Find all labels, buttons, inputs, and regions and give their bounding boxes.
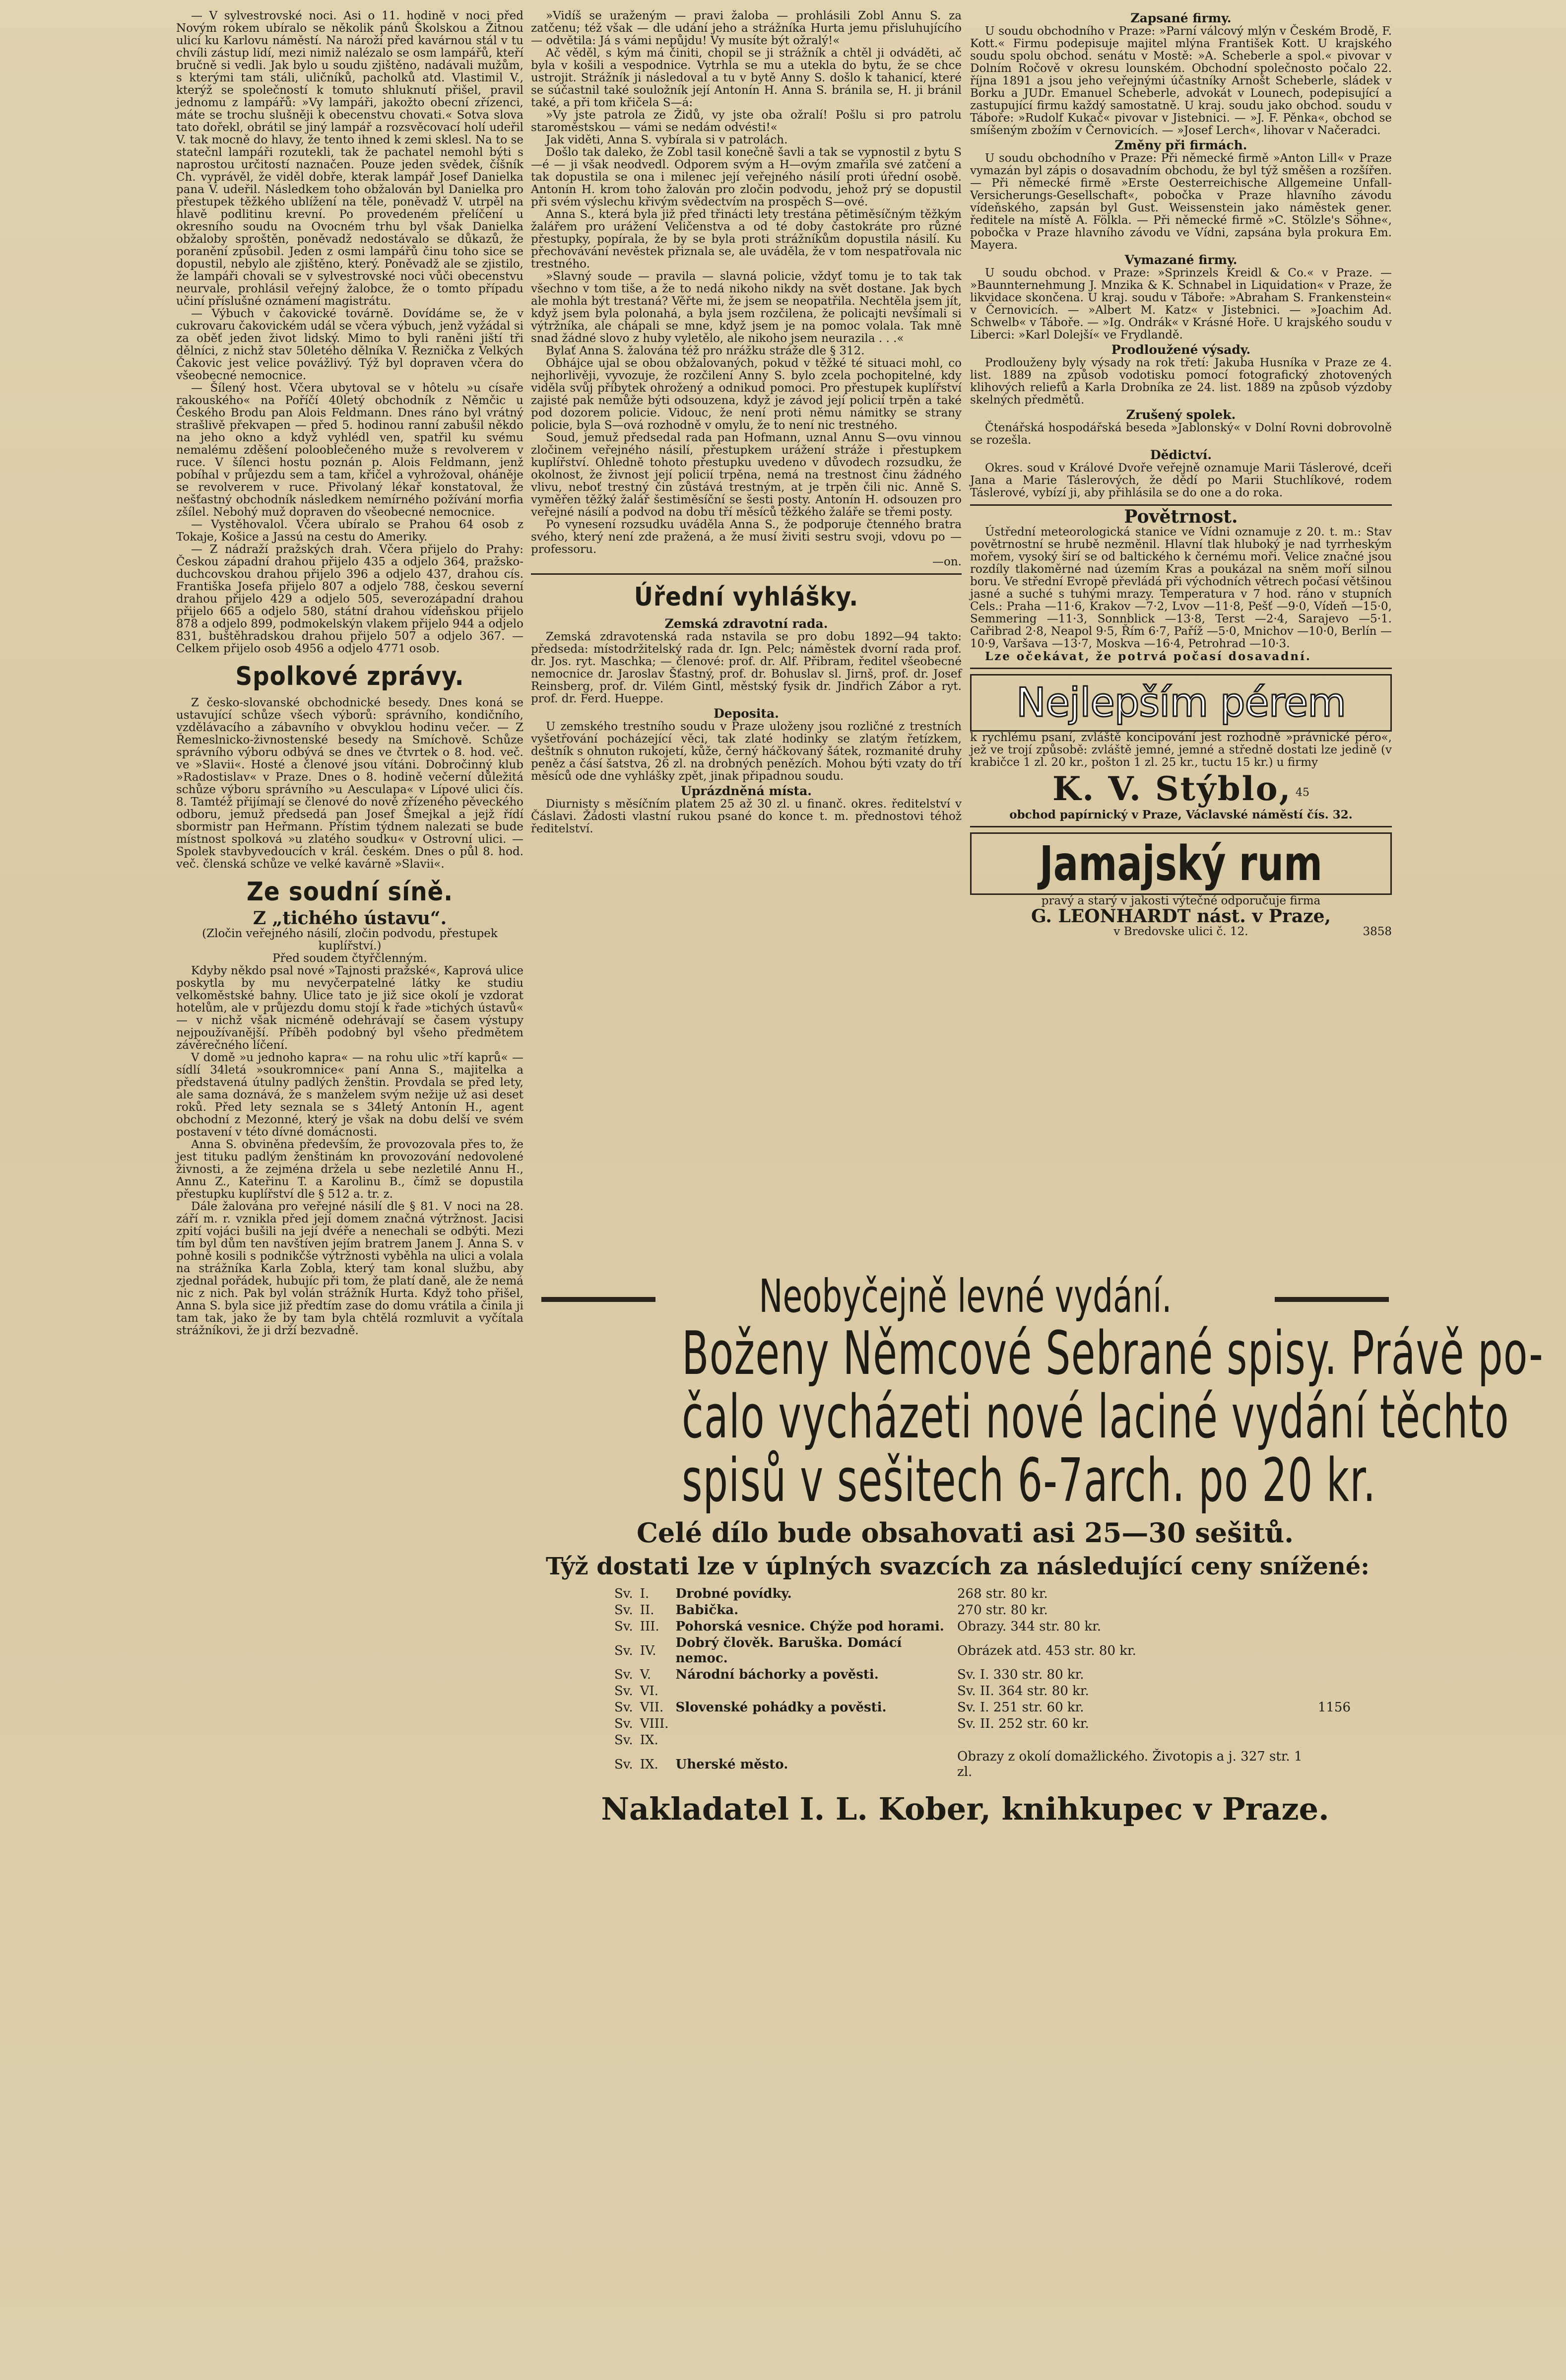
- book-ad-line2: Celé dílo bude obsahovati asi 25—30 sešitů.: [636, 1517, 1294, 1549]
- article: »Slavný soude — pravila — slavná policie, vždyť tomu je to tak tak všechno v tom tiše, a že to nedá nikoho nikdy na svět dostane. Jak bych ale mohla být trestaná? Věřte mi, že jsem se neopatřila. Nechtěla jsem jít, když jsem byla polonahá, a byla jsem rozčilena, že policajti nevšímali si výtržníka, ale chápali se mne, když jsem je na pomoc volala. Tak mně snad žádné slovo z huby vyletělo, ale nikoho jsem neurazila . . .«: [531, 270, 962, 345]
- book-ad-headline-row: [536, 1271, 1394, 1322]
- section-title: Prodloužené výsady.: [1111, 342, 1251, 357]
- article: V domě »u jednoho kapra« — na rohu ulic »tří kaprů« — sídlí 34letá »soukromnice« paní Anna S., majitelka a představená útulny padlých ženštin. Provdala se před lety, ale sama doznává, že s manželem svým nežije už asi deset roků. Před lety seznala se s 34letý Antonín H., agent obchodní z Mezonné, který je však na dobu delší ve svém postavení v této dívné domácnosti.: [176, 1051, 523, 1139]
- section-title: Zapsané firmy.: [1130, 11, 1232, 25]
- section-title: Dědictví.: [1150, 448, 1212, 462]
- article: Z česko-slovanské obchodnické besedy. Dnes koná se ustavující schůze všech výborů: správního, kondičního, vzdělávacího a zábavního v obvyklou hodinu večer. — Z Řemeslnicko-živnostenské besedy na Smíchově. Schůze správního výboru odbývá se dnes ve čtvrtek o 8. hod. več. ve »Slavii«. Hosté a členové jsou vítáni. Dobročinný klub »Radostislav« v Praze. Dnes o 8. hodině večerní důležitá schůze výboru správního »u Aesculapa« v Lípové ulici čís. 8. Tamtéž přijímají se členové do nově zřízeného pěveckého odboru, jemuž předsedá pan Josef Šmejkal a jejž řídí sbormistr pan Heřmann. Přístim týdnem nalezati se bude místnost spolková »u zlatého soudku« v Ostrovní ulici. — Spolek stavbyvedoucích v král. českém. Dnes o půl 8. hod. več. členská schůze ve velké kavárně »Slavii«.: [176, 696, 523, 871]
- article: Došlo tak daleko, že Zobl tasil konečně šavli a tak se vypnostil z bytu S—é — ji však neodvedl. Odporem svým a H—ovým zmařila své zatčení a tak dopustila se ona i milenec její veřejného násilí proti úřední osobě. Antonín H. krom toho žalován pro zločin podvodu, jehož prý se dopustil při svém výslechu křivým svědectvím na prospěch S—ové.: [531, 146, 962, 208]
- pen-ad-brand: K. V. Stýblo,: [1052, 769, 1292, 808]
- table-row: Sv. III. Pohorská vesnice. Chýže pod horami. Obrazy. 344 str. 80 kr.: [614, 1619, 1102, 1634]
- table-row: Sv. I. Drobné povídky. 268 str. 80 kr.: [614, 1586, 1048, 1601]
- divider: [970, 504, 1392, 506]
- story-title: Z „tichého ústavu“.: [253, 908, 447, 929]
- notice-title: Deposita.: [714, 706, 779, 721]
- rum-ad-address-row: [970, 926, 1392, 938]
- section-heading: Úřední vyhlášky.: [634, 582, 859, 612]
- book-ad-headline: Neobyčejně levné vydání.: [758, 1270, 1172, 1323]
- article: Anna S. obviněna především, že provozovala přes to, že jest tituku padlým ženštinám kn provozování nedovolené živnosti, a že zejména držela u sebe nezletilé Annu H., Annu Z., Kateřinu T. a Karolinu B., čímž se dopustila přestupku kuplířství dle § 512 a. tr. z.: [176, 1138, 523, 1201]
- article: — V sylvestrovské noci. Asi o 11. hodině v noci před Novým rokem ubíralo se několik pánů Školskou a Žitnou ulicí ku Karlovu náměstí. Na nároží před kavárnou stál v tu chvíli zástup lidí, mezi nimiž nalézalo se osm lampářů, kteří bručně si vedli. Jak bylo u soudu zjištěno, nadávali mužům, s kterými tam stáli, uličníků, pacholků atd. Vlastimil V., kterýž se společností k tomuto shluknutí přišel, pravil jednomu z lampářů: »Vy lampáři, jakožto obecní zřízenci, máte se trochu slušněji k obecenstvu chovati.« Sotva slova tato dořekl, obrátil se jiný lampář a rozsvěcovací holí udeřil V. tak mocně do hlavy, že tento ihned k zemi sklesl. Na to se statečnl lampáři rozutekli, tak že pachatel nemohl býti s naprostou určitostí naznačen. Pouze jeden svědek, číšník Ch. vyprávěl, že viděl dobře, kterak lampář Josef Danielka pana V. udeřil. Následkem toho obžalován byl Danielka pro přestupek těžkého ublížení na těle, poněvadž V. utrpěl na hlavě podlitinu krevní. Po provedeném přelíčení u okresního soudu na Ovocném trhu byl však Danielka obžaloby sproštěn, poněvadž nedostávalo se důkazů, že poranění způsobil. Jeden z osmi lampářů činu toho sice se dopustil, nebylo ale zjištěno, který. Poněvadž ale se zjistilo, že lampáři chovali se v sylvestrovské noci vůči obecenstvu neurvale, prohlásil veřejný žalobce, že o tomto případu učiní příslušné oznámení magistrátu.: [176, 9, 523, 308]
- book-ad-line3: Týž dostati lze v úplných svazcích za následující ceny snížené:: [546, 1553, 1370, 1580]
- article: Bylať Anna S. žalována též pro nrážku stráže dle § 312.: [546, 344, 865, 357]
- table-row: Sv. VI. Sv. II. 364 str. 80 kr.: [614, 1684, 1089, 1699]
- weather-outlook: Lze očekávat, že potrvá počasí dosavadní.: [985, 650, 1311, 663]
- article: Soud, jemuž předsedal rada pan Hofmann, uznal Annu S—ovu vinnou zločinem veřejného násilí, přestupkem urážení stráže i přestupkem kuplířství. Ohledně tohoto přestupku uvedeno v důvodech rozsudku, že okolnost, že živnost její policií trpěna, nemá na trestnost činu žádného vlivu, neboť trestný čin zůstává trestným, at je trpěn čili nic. Anně S. vyměřen těžký žalář šestiměsíční se šesti posty. Antonín H. odsouzen pro veřejné násilí a podvod na dobu tří měsíců těžkého žaláře se třemi posty.: [531, 431, 962, 519]
- section-title: Změny při firmách.: [1114, 138, 1247, 152]
- column-2: [531, 10, 962, 835]
- article: Po vynesení rozsudku uváděla Anna S., že podporuje čtenného bratra svého, který není zde pražená, a že musí živiti sestru svoji, vdovu po — professoru.: [531, 518, 962, 556]
- pen-ad-address: obchod papírnický v Praze, Václavské náměstí čís. 32.: [1009, 808, 1353, 821]
- section-text: U soudu obchodního v Praze: Při německé firmě »Anton Lill« v Praze vymazán byl zápis o dosavadním obchodu, že byl týž směšen a rozšířen. — Při německé firmě »Erste Oesterreichische Allgemeine Unfall-Versicherungs-Gesellschaft«, pobočka v Praze hlavního závodu vídeňského, zapsán byl Gust. Weissenstein jako náměstek gener. ředitele na místě A. Fölkla. — Při německé firmě »C. Stölzle's Söhne«, pobočka v Praze hlavního závodu ve Vídni, zapsána byla prokura Em. Mayera.: [970, 152, 1392, 252]
- book-ad-publisher: Nakladatel I. L. Kober, knihkupec v Praze.: [601, 1791, 1329, 1827]
- ad-code: 1156: [1317, 1700, 1351, 1715]
- table-row: Sv. VII. Slovenské pohádky a pověsti. Sv. I. 251 str. 60 kr. 1156: [611, 1700, 1354, 1715]
- section-text: U soudu obchod. v Praze: »Sprinzels Kreidl & Co.« v Praze. — »Baunnternehmung J. Mnzika & K. Schnabel in Liquidation« v Praze, že likvidace skončena. U kraj. soudu v Táboře: »Abraham S. Frankenstein« v Černovicích. — »Albert M. Katz« v Jistebnici. — »Joachim Ad. Schwelb« v Táboře. — »Ig. Ondrák« v Krásné Hoře. U krajského soudu v Liberci: »Karl Dolejší« ve Frydlandě.: [970, 267, 1392, 341]
- article: — Z nádraží pražských drah. Včera přijelo do Prahy: Českou západní drahou přijelo 435 a odjelo 364, pražsko-duchcovskou drahou přijelo 396 a odjelo 437, drahou cís. Františka Josefa přijelo 807 a odjelo 788, českou severní drahou přijelo 429 a odjelo 505, severozápadní drahou přijelo 665 a odjelo 580, státní drahou vídeňskou přijelo 878 a odjelo 899, podmokelskýn vlakem přijelo 944 a odjelo 831, buštěhradskou drahou přijelo 507 a odjelo 367. — Celkem přijelo osob 4956 a odjelo 4771 osob.: [176, 543, 523, 655]
- section-heading: Spolkové zprávy.: [235, 662, 464, 691]
- rum-ad-title: Jamajský rum: [1039, 836, 1323, 891]
- rum-ad-number: 3858: [1363, 925, 1392, 938]
- table-row: Sv. V. Národní báchorky a pověsti. Sv. I. 330 str. 80 kr.: [614, 1667, 1084, 1682]
- section-title: Vymazané firmy.: [1124, 253, 1238, 267]
- book-ad-main-line: čalo vycházeti nové laciné vydání těchto: [682, 1383, 1509, 1452]
- notice-title: Uprázdněná místa.: [681, 784, 812, 798]
- pen-ad-text: k rychlému psaní, zvláště koncipování jest rozhodně »právnické péro«, jež ve trojí způsobě: zvláště jemné, jemné a středně dostati lze jedině (v krabičce 1 zl. 20 kr., pošton 1 zl. 25 kr., tuctu 15 kr.) u firmy: [970, 731, 1392, 769]
- weather-title: Povětrnost.: [1124, 506, 1238, 527]
- rum-ad-address: v Bredovske ulici č. 12.: [1113, 925, 1248, 938]
- table-row: Sv. IX. Uherské město. Obrazy z okolí domažlického. Životopis a j. 327 str. 1 zl.: [614, 1749, 1303, 1779]
- table-row: Sv. IX.: [614, 1733, 658, 1748]
- article: Jak viděti, Anna S. vybírala si v patrolách.: [546, 134, 788, 146]
- story-subtitle: (Zločin veřejného násilí, zločin podvodu, přestupek kuplířství.): [202, 927, 498, 952]
- notice-text: Diurnisty s měsíčním platem 25 až 30 zl. u finanč. okres. ředitelství v Čáslavi. Žádosti vlastní rukou psané do konce t. m. přednostovi téhož ředitelství.: [531, 798, 962, 835]
- article: Ač věděl, s kým má činiti, chopil se ji strážník a chtěl ji odváděti, ač byla v košili a vespodnice. Vytrhla se mu a utekla do bytu, že se chce ustrojit. Strážník ji následoval a tu v bytě Anny S. došlo k tahanicí, které se súčastnil také souložník její Antonín H. Anna S. bránila se, H. ji bránil také, a při tom křičela S—á:: [531, 47, 962, 109]
- decorative-rule: [541, 1297, 655, 1302]
- book-ad-main-line: Boženy Němcové Sebrané spisy. Právě po-: [682, 1319, 1544, 1388]
- table-row: Sv. VIII. Sv. II. 252 str. 60 kr.: [614, 1716, 1089, 1731]
- book-ad-main-line: spisů v sešitech 6-7arch. po 20 kr.: [682, 1446, 1376, 1515]
- article: Anna S., která byla již před třinácti lety trestána pětiměsíčným těžkým žalářem pro urážení Veličenstva a od té doby častokráte pro různé přestupky, popírala, že by se byla proti strážníkům dopustila násilí. Ku přechovávání nevěstek přiznala se, ale uváděla, že v tom nespatřovala nic trestného.: [531, 208, 962, 271]
- rum-ad: [970, 832, 1392, 895]
- section-text: Okres. soud v Králové Dvoře veřejně oznamuje Marii Táslerové, dceři Jana a Marie Táslerových, že dědí po Marii Stuchlíkové, rodem Táslerové, vybízí ji, aby přihlásila se do one a do roka.: [970, 462, 1392, 499]
- notice-text: U zemského trestního soudu v Praze uloženy jsou rozličné z trestních vyšetřování pocházející věci, tak zlaté hodinky se zlatým řetízkem, deštník s ohnuton rukojetí, kůže, černý háčkovaný šátek, rozmanité druhy peněz a čásí šatstva, 26 zl. na drobných penězích. Mohou býti vzaty do tří měsíců ode dne vyhlášky zpět, jinak připadnou soudu.: [531, 720, 962, 783]
- column-3: [970, 10, 1392, 938]
- rum-ad-text: pravý a starý v jakosti výtečné odporučuje firma: [1041, 894, 1321, 907]
- notice-text: Zemská zdravotenská rada nstavila se pro dobu 1892—94 takto: předseda: místodržitelský rada dr. Ign. Pelc; náměstek dvorní rada prof. dr. Jos. ryt. Maschka; — členové: prof. dr. Alf. Přibram, ředitel všeobecné nemocnice dr. Jaroslav Šťastný, prof. dr. Bohuslav sl. Jirnš, prof. dr. Josef Reinsberg, prof. dr. Vilém Gintl, městský fysik dr. Jindřich Zábor a ryt. prof. dr. Ferd. Hueppe.: [531, 630, 962, 705]
- section-text: Čtenářská hospodářská beseda »Jablonský« v Dolní Rovni dobrovolně se rozešla.: [970, 421, 1392, 447]
- article: — Výbuch v čakovické továrně. Dovídáme se, že v cukrovaru čakovickém udál se včera výbuch, jenž vyžádal si za oběť jeden život lidský. Mimo to byli raněni jiští tři dělníci, z nichž stav 50letého dělníka V. Řeznička z Velkých Čakovic jest velice povážlivý. Týž byl dopraven včera do všeobecné nemocnice.: [176, 307, 523, 382]
- article: Dále žalována pro veřejné násilí dle § 81. V noci na 28. září m. r. vznikla před její domem značná výtržnost. Jacisi zpití vojáci bušili na její dvéře a nenechali se odbýti. Mezi tím byl dům ten navštíven jejím bratrem Janem J. Anna S. v pohně kosili s podnikčše výtržnosti vyběhla na ulici a volala na strážníka Karla Zobla, který tam konal službu, aby zjednal pořádek, hubujíc při tom, že platí daně, ale že nemá nic z nich. Pak byl volán strážník Hurta. Když toho přišel, Anna S. byla sice již předtím zase do domu vrátila a činila ji tam tak, jako že by tam byla chtělá rozmluvit a vyčítala strážníkovi, že ji drží bezvadně.: [176, 1200, 523, 1337]
- signature: —on.: [932, 555, 962, 568]
- section-text: Prodlouženy byly výsady na rok třetí: Jakuba Husníka v Praze ze 4. list. 1889 na způsob vodotisku pomocí fotografický zhotovených klihových reliefů a Karla Drobníka ze 24. list. 1889 na způsob výzdoby skelných předmětů.: [970, 356, 1392, 407]
- column-1: [176, 10, 523, 1337]
- section-heading: Ze soudní síně.: [246, 877, 454, 907]
- article: »Vy jste patrola ze Židů, vy jste oba ožralí! Pošlu si pro patrolu staroměstskou — vámi se nedám odvésti!«: [531, 109, 962, 134]
- weather-text: Ústřední meteorologická stanice ve Vídni oznamuje z 20. t. m.: Stav povětrnostní se hrubě nezměnil. Hlavní tlak hluboký je nad tyrrheským mořem, vysoký širí se od baltického k černému moři. Velice značné jsou rozdíly tlakoměrné nad územím Kras a poukázal na sněm moří silnou boru. Ve střední Evropě převládá při východních větrech počasí většinou jasné a suché s tuhými mrazy. Temperatura v 7 hod. ráno v stupních Cels.: Praha —11·6, Krakov —7·2, Lvov —11·8, Pešť —9·0, Vídeň —15·0, Semmering —11·3, Sonnblick —13·8, Terst —2·4, Sarajevo —5·1. Cařibrad 2·8, Neapol 9·5, Řím 6·7, Paříž —5·0, Mnichov —10·0, Berlín —10·9, Varšava —13·7, Moskva —16·4, Petrohrad —10·3.: [970, 526, 1392, 650]
- pen-ad: [970, 674, 1392, 732]
- section-text: U soudu obchodního v Praze: »Parní válcový mlýn v Českém Brodě, F. Kott.« Firmu podepisuje majitel mlýna František Kott. U krajského soudu spolu obchod. senátu v Mostě: »A. Scheberle a spol.« pivovar v Dolním Ročově v okresu lounském. Obchodní společnosto počalo 22. října 1891 a jsou jeho veřejnými účastníky Arnošt Scheberle, sládek v Borku a JUDr. Emanuel Scheberle, advokát v Lounech, podepisující a zastupující firmu každý samostatně. U kraj. soudu jako obchod. soudu v Táboře: »Rudolf Kukač« pivovar v Jistebnici. — »J. F. Pěnka«, obchod se smíšeným zbožím v Černovicích. — »Josef Lerch«, lihovar v Načeradci.: [970, 25, 1392, 137]
- story-subtitle-2: Před soudem čtyřčlenným.: [272, 952, 427, 965]
- pen-ad-brand-num: 45: [1295, 786, 1309, 799]
- article: »Vidíš se uraženým — pravi žaloba — prohlásili Zobl Annu S. za zatčenu; též však — dle udání jeho a strážníka Hurta jemu přisluhujícího — odvětila: Já s vámi nepůjdu! Vy musíte být ožralý!«: [531, 9, 962, 47]
- article: — Šílený host. Včera ubytoval se v hôtelu »u císaře rakouského« na Poříčí 40letý obchodník z Němčic u Českého Brodu pan Alois Feldmann. Dnes ráno byl vrátný strašlivě překvapen — před 5. hodinou ranní zabušil někdo na jeho okno a když vyhlédl ven, spatřil ku svému nemalému zděšení polooblečeného muže s revolverem v ruce. V šílenci hostu poznán p. Alois Feldmann, jenž pobíhal v průjezdu sem a tam, křičel a vyhrožoval, oháněje se revolverem v ruce. Přivolaný lékař konstatoval, že nešťastný obchodník následkem nemírného požívání morfia zšílel. Nebohý muž dopraven do všeobecné nemocnice.: [176, 382, 523, 519]
- table-row: Sv. II. Babička. 270 str. 80 kr.: [614, 1603, 1048, 1618]
- article: — Vystěhovalol. Včera ubíralo se Prahou 64 osob z Tokaje, Košice a Jassú na cestu do Ameriky.: [176, 518, 523, 544]
- decorative-rule: [1275, 1297, 1389, 1302]
- book-ad: [536, 1270, 1544, 1827]
- divider: [970, 668, 1392, 669]
- divider: [970, 826, 1392, 827]
- rum-ad-firm: G. LEONHARDT nást. v Praze,: [1031, 906, 1331, 927]
- section-title: Zrušený spolek.: [1126, 408, 1236, 422]
- article: Kdyby někdo psal nové »Tajnosti pražské«, Kaprová ulice poskytla by mu nevyčerpatelné látky ke studiu velkoměstské bahny. Ulice tato je již sice okolí je vzdorat hotelům, ale v průjezdu domu stojí k řade »tichých ústavů« — v nichž však nicméně odehrávají se časem výstupy nejpoužívanější. Příběh podobný byl všeho předmětem závěrečného líčení.: [176, 964, 523, 1052]
- divider: [531, 573, 962, 575]
- volume-list: [610, 1585, 1355, 1781]
- pen-ad-brand-row: [970, 769, 1392, 809]
- notice-title: Zemská zdravotní rada.: [664, 616, 828, 631]
- table-row: Sv. IV. Dobrý člověk. Baruška. Domácí nemoc. Obrázek atd. 453 str. 80 kr.: [614, 1635, 1136, 1666]
- pen-ad-title: Nejlepším pérem: [1016, 680, 1346, 726]
- article: Obhájce ujal se obou obžalovaných, pokud v těžké té situaci mohl, co nejhorlivěji, vyvozuje, že rozčilení Anny S. bylo zcela pochopitelné, kdy viděla svůj příbytek ohrožený a odnikud pomoci. Pro přestupek kuplířství zajisté pak nemůže býti odsouzena, když je závod její policií trpěn a také pod dozorem policie. Vidouc, že není proti němu námitky se strany policie, byla S—ová rozhodně v omylu, že to není nic trestného.: [531, 357, 962, 432]
